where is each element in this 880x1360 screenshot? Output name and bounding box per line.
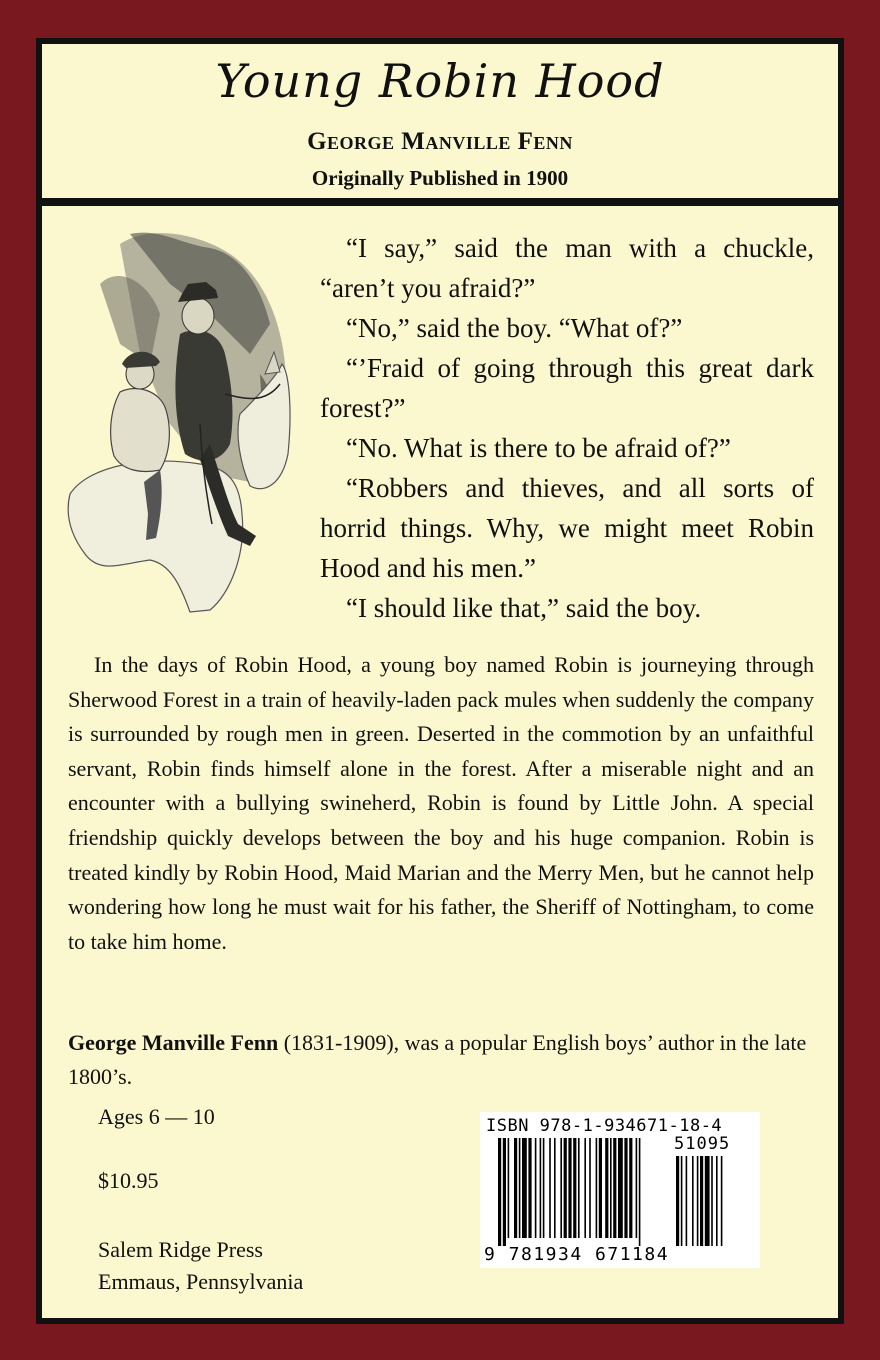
excerpt-line: “Robbers and thieves, and all sorts of horrid things. Why, we might meet Robin Hood and his men.”	[320, 473, 814, 583]
publisher-name: Salem Ridge Press	[98, 1237, 263, 1262]
price-code: 51095	[674, 1134, 731, 1154]
excerpt-line: “’Fraid of going through this great dark forest?”	[320, 353, 814, 423]
title-panel	[42, 44, 838, 198]
excerpt-line: “No. What is there to be afraid of?”	[346, 433, 731, 463]
synopsis-text: In the days of Robin Hood, a young boy named Robin is journeying through Sherwood Forest in a train of heavily-laden pack mules when suddenly the company is surrounded by rough men in green. Deserted in the commotion by an unfaithful servant, Robin finds himself alone in the forest. After a miserable night and an encounter with a bullying swineherd, Robin is found by Little John. A special friendship quickly develops between the boy and his huge companion. Robin is treated kindly by Robin Hood, Maid Marian and the Merry Men, but he cannot help wondering how long he must wait for his father, the Sheriff of Nottingham, to come to take him home.	[68, 652, 814, 954]
author-name: George Manville Fenn	[307, 128, 573, 155]
publisher-info	[98, 1234, 303, 1298]
back-cover-panel	[42, 206, 838, 1318]
bio-text: (1831-1909), was a popular English boys’ author in the late 1800’s.	[68, 1030, 807, 1089]
isbn-barcode	[480, 1112, 760, 1268]
bio-author-name: George Manville Fenn	[68, 1030, 279, 1055]
book-title: Young Robin Hood	[215, 54, 665, 108]
excerpt-line: “I say,” said the man with a chuckle, “aren’t you afraid?”	[320, 233, 814, 303]
excerpt-line: “I should like that,” said the boy.	[346, 593, 702, 623]
excerpt-line: “No,” said the boy. “What of?”	[346, 313, 683, 343]
ean-digits: 9 781934 671184	[484, 1244, 670, 1265]
isbn-label: ISBN 978-1-934671-18-4	[486, 1116, 723, 1136]
publication-note: Originally Published in 1900	[311, 166, 569, 190]
synopsis	[68, 648, 814, 959]
author-bio	[68, 1026, 814, 1094]
publisher-location: Emmaus, Pennsylvania	[98, 1269, 304, 1294]
horse-riders-illustration	[60, 224, 292, 620]
excerpt-block	[320, 228, 814, 628]
price: $10.95	[98, 1168, 159, 1193]
age-range: Ages 6 — 10	[98, 1104, 215, 1129]
